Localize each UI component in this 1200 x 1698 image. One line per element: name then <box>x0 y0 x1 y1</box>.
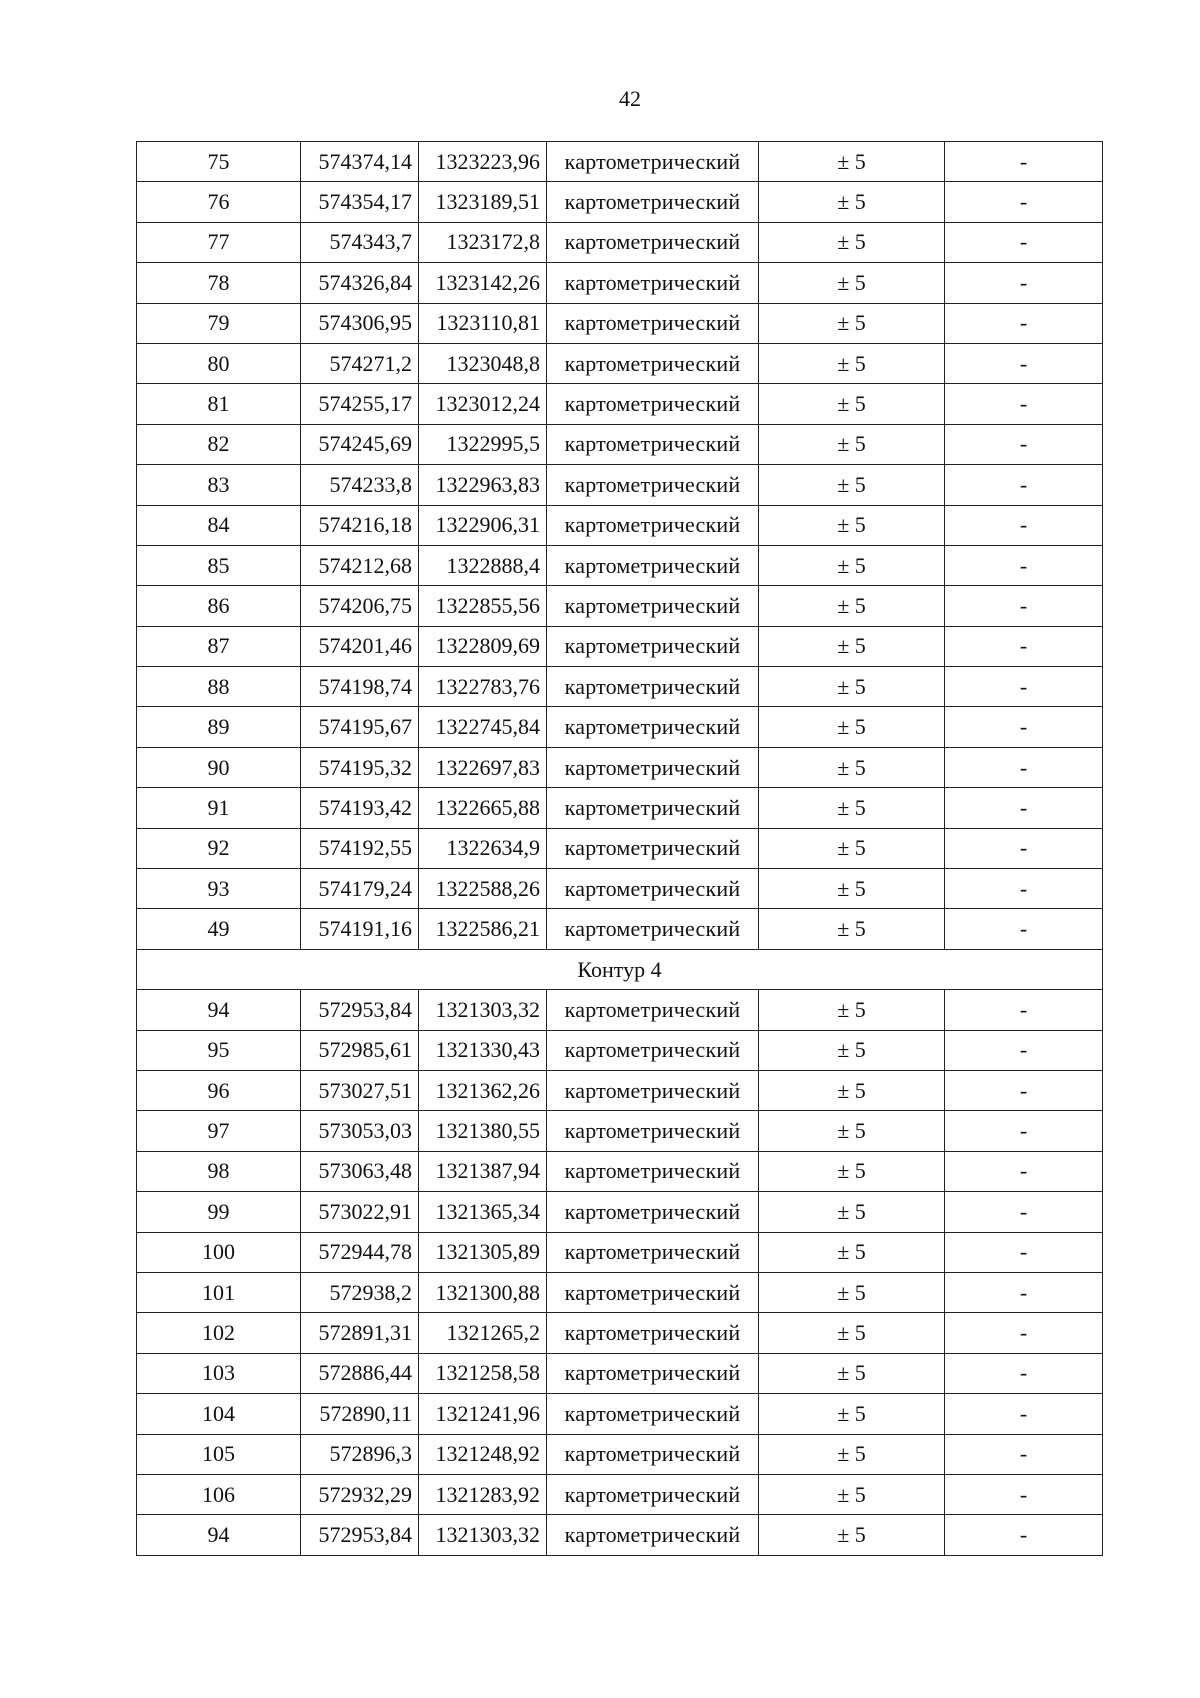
table-row <box>137 1272 1103 1312</box>
method-cell: картометрический <box>547 384 759 424</box>
x-coordinate-cell: 574216,18 <box>301 505 419 545</box>
table-row <box>137 545 1103 585</box>
method-cell: картометрический <box>547 303 759 343</box>
note-cell: - <box>945 1111 1103 1151</box>
x-coordinate-cell: 574255,17 <box>301 384 419 424</box>
coordinates-table <box>136 141 1103 1556</box>
table-row <box>137 788 1103 828</box>
table-row <box>137 667 1103 707</box>
y-coordinate-cell: 1321265,2 <box>419 1313 547 1353</box>
x-coordinate-cell: 574306,95 <box>301 303 419 343</box>
accuracy-cell: ± 5 <box>759 343 945 383</box>
method-cell: картометрический <box>547 424 759 464</box>
y-coordinate-cell: 1321305,89 <box>419 1232 547 1272</box>
table-row <box>137 1070 1103 1110</box>
x-coordinate-cell: 574198,74 <box>301 667 419 707</box>
note-cell: - <box>945 1474 1103 1514</box>
note-cell: - <box>945 424 1103 464</box>
accuracy-cell: ± 5 <box>759 828 945 868</box>
method-cell: картометрический <box>547 222 759 262</box>
y-coordinate-cell: 1321283,92 <box>419 1474 547 1514</box>
x-coordinate-cell: 572944,78 <box>301 1232 419 1272</box>
table-row <box>137 909 1103 949</box>
method-cell: картометрический <box>547 1111 759 1151</box>
accuracy-cell: ± 5 <box>759 1232 945 1272</box>
note-cell: - <box>945 1192 1103 1232</box>
accuracy-cell: ± 5 <box>759 465 945 505</box>
table-row <box>137 707 1103 747</box>
note-cell: - <box>945 1515 1103 1555</box>
accuracy-cell: ± 5 <box>759 869 945 909</box>
table-row <box>137 1313 1103 1353</box>
accuracy-cell: ± 5 <box>759 545 945 585</box>
table-row <box>137 182 1103 222</box>
y-coordinate-cell: 1321258,58 <box>419 1353 547 1393</box>
table-row <box>137 747 1103 787</box>
y-coordinate-cell: 1322783,76 <box>419 667 547 707</box>
note-cell: - <box>945 1070 1103 1110</box>
note-cell: - <box>945 263 1103 303</box>
accuracy-cell: ± 5 <box>759 1192 945 1232</box>
y-coordinate-cell: 1321330,43 <box>419 1030 547 1070</box>
table-row <box>137 505 1103 545</box>
accuracy-cell: ± 5 <box>759 788 945 828</box>
point-number-cell: 81 <box>137 384 301 424</box>
note-cell: - <box>945 1030 1103 1070</box>
point-number-cell: 80 <box>137 343 301 383</box>
y-coordinate-cell: 1322634,9 <box>419 828 547 868</box>
x-coordinate-cell: 574233,8 <box>301 465 419 505</box>
accuracy-cell: ± 5 <box>759 222 945 262</box>
note-cell: - <box>945 707 1103 747</box>
accuracy-cell: ± 5 <box>759 303 945 343</box>
note-cell: - <box>945 142 1103 182</box>
x-coordinate-cell: 574343,7 <box>301 222 419 262</box>
method-cell: картометрический <box>547 1232 759 1272</box>
x-coordinate-cell: 572896,3 <box>301 1434 419 1474</box>
y-coordinate-cell: 1321300,88 <box>419 1272 547 1312</box>
method-cell: картометрический <box>547 1272 759 1312</box>
y-coordinate-cell: 1322995,5 <box>419 424 547 464</box>
coordinates-table-body <box>137 142 1103 1556</box>
accuracy-cell: ± 5 <box>759 384 945 424</box>
x-coordinate-cell: 574192,55 <box>301 828 419 868</box>
y-coordinate-cell: 1322855,56 <box>419 586 547 626</box>
method-cell: картометрический <box>547 828 759 868</box>
accuracy-cell: ± 5 <box>759 1030 945 1070</box>
y-coordinate-cell: 1323110,81 <box>419 303 547 343</box>
point-number-cell: 94 <box>137 1515 301 1555</box>
note-cell: - <box>945 343 1103 383</box>
note-cell: - <box>945 465 1103 505</box>
table-row <box>137 142 1103 182</box>
x-coordinate-cell: 574195,32 <box>301 747 419 787</box>
method-cell: картометрический <box>547 1192 759 1232</box>
table-row <box>137 1151 1103 1191</box>
section-header-row <box>137 949 1103 989</box>
method-cell: картометрический <box>547 182 759 222</box>
method-cell: картометрический <box>547 465 759 505</box>
point-number-cell: 91 <box>137 788 301 828</box>
accuracy-cell: ± 5 <box>759 707 945 747</box>
accuracy-cell: ± 5 <box>759 505 945 545</box>
point-number-cell: 100 <box>137 1232 301 1272</box>
method-cell: картометрический <box>547 1151 759 1191</box>
table-row <box>137 303 1103 343</box>
table-row <box>137 1111 1103 1151</box>
y-coordinate-cell: 1323142,26 <box>419 263 547 303</box>
method-cell: картометрический <box>547 909 759 949</box>
accuracy-cell: ± 5 <box>759 747 945 787</box>
accuracy-cell: ± 5 <box>759 626 945 666</box>
table-row <box>137 990 1103 1030</box>
x-coordinate-cell: 574191,16 <box>301 909 419 949</box>
x-coordinate-cell: 574179,24 <box>301 869 419 909</box>
y-coordinate-cell: 1321303,32 <box>419 1515 547 1555</box>
y-coordinate-cell: 1322745,84 <box>419 707 547 747</box>
point-number-cell: 77 <box>137 222 301 262</box>
accuracy-cell: ± 5 <box>759 424 945 464</box>
point-number-cell: 101 <box>137 1272 301 1312</box>
y-coordinate-cell: 1322588,26 <box>419 869 547 909</box>
note-cell: - <box>945 909 1103 949</box>
accuracy-cell: ± 5 <box>759 182 945 222</box>
x-coordinate-cell: 572891,31 <box>301 1313 419 1353</box>
note-cell: - <box>945 667 1103 707</box>
table-row <box>137 1192 1103 1232</box>
page-number: 42 <box>619 86 641 111</box>
note-cell: - <box>945 1313 1103 1353</box>
x-coordinate-cell: 573063,48 <box>301 1151 419 1191</box>
x-coordinate-cell: 574193,42 <box>301 788 419 828</box>
point-number-cell: 90 <box>137 747 301 787</box>
point-number-cell: 104 <box>137 1394 301 1434</box>
note-cell: - <box>945 788 1103 828</box>
accuracy-cell: ± 5 <box>759 909 945 949</box>
point-number-cell: 95 <box>137 1030 301 1070</box>
point-number-cell: 87 <box>137 626 301 666</box>
point-number-cell: 82 <box>137 424 301 464</box>
method-cell: картометрический <box>547 1313 759 1353</box>
y-coordinate-cell: 1321241,96 <box>419 1394 547 1434</box>
accuracy-cell: ± 5 <box>759 1394 945 1434</box>
table-row <box>137 586 1103 626</box>
y-coordinate-cell: 1323172,8 <box>419 222 547 262</box>
method-cell: картометрический <box>547 788 759 828</box>
point-number-cell: 105 <box>137 1434 301 1474</box>
x-coordinate-cell: 572932,29 <box>301 1474 419 1514</box>
note-cell: - <box>945 990 1103 1030</box>
accuracy-cell: ± 5 <box>759 1151 945 1191</box>
note-cell: - <box>945 586 1103 626</box>
x-coordinate-cell: 573022,91 <box>301 1192 419 1232</box>
note-cell: - <box>945 384 1103 424</box>
note-cell: - <box>945 626 1103 666</box>
accuracy-cell: ± 5 <box>759 586 945 626</box>
y-coordinate-cell: 1322963,83 <box>419 465 547 505</box>
accuracy-cell: ± 5 <box>759 1070 945 1110</box>
accuracy-cell: ± 5 <box>759 1434 945 1474</box>
method-cell: картометрический <box>547 586 759 626</box>
point-number-cell: 83 <box>137 465 301 505</box>
y-coordinate-cell: 1322809,69 <box>419 626 547 666</box>
point-number-cell: 85 <box>137 545 301 585</box>
point-number-cell: 92 <box>137 828 301 868</box>
note-cell: - <box>945 1434 1103 1474</box>
table-row <box>137 626 1103 666</box>
y-coordinate-cell: 1322665,88 <box>419 788 547 828</box>
point-number-cell: 76 <box>137 182 301 222</box>
y-coordinate-cell: 1323189,51 <box>419 182 547 222</box>
method-cell: картометрический <box>547 1434 759 1474</box>
x-coordinate-cell: 574271,2 <box>301 343 419 383</box>
note-cell: - <box>945 505 1103 545</box>
method-cell: картометрический <box>547 545 759 585</box>
note-cell: - <box>945 545 1103 585</box>
method-cell: картометрический <box>547 1515 759 1555</box>
table-row <box>137 465 1103 505</box>
note-cell: - <box>945 222 1103 262</box>
point-number-cell: 84 <box>137 505 301 545</box>
y-coordinate-cell: 1321387,94 <box>419 1151 547 1191</box>
note-cell: - <box>945 182 1103 222</box>
method-cell: картометрический <box>547 667 759 707</box>
method-cell: картометрический <box>547 1394 759 1434</box>
method-cell: картометрический <box>547 747 759 787</box>
note-cell: - <box>945 747 1103 787</box>
table-row <box>137 384 1103 424</box>
y-coordinate-cell: 1323048,8 <box>419 343 547 383</box>
point-number-cell: 97 <box>137 1111 301 1151</box>
x-coordinate-cell: 572890,11 <box>301 1394 419 1434</box>
x-coordinate-cell: 573053,03 <box>301 1111 419 1151</box>
method-cell: картометрический <box>547 142 759 182</box>
point-number-cell: 79 <box>137 303 301 343</box>
point-number-cell: 88 <box>137 667 301 707</box>
table-row <box>137 1394 1103 1434</box>
table-row <box>137 343 1103 383</box>
y-coordinate-cell: 1323012,24 <box>419 384 547 424</box>
y-coordinate-cell: 1321362,26 <box>419 1070 547 1110</box>
point-number-cell: 75 <box>137 142 301 182</box>
x-coordinate-cell: 574374,14 <box>301 142 419 182</box>
point-number-cell: 78 <box>137 263 301 303</box>
x-coordinate-cell: 572985,61 <box>301 1030 419 1070</box>
y-coordinate-cell: 1321365,34 <box>419 1192 547 1232</box>
note-cell: - <box>945 1232 1103 1272</box>
point-number-cell: 99 <box>137 1192 301 1232</box>
y-coordinate-cell: 1321248,92 <box>419 1434 547 1474</box>
table-row <box>137 1515 1103 1555</box>
x-coordinate-cell: 574195,67 <box>301 707 419 747</box>
table-row <box>137 1232 1103 1272</box>
accuracy-cell: ± 5 <box>759 1111 945 1151</box>
accuracy-cell: ± 5 <box>759 1353 945 1393</box>
method-cell: картометрический <box>547 707 759 747</box>
table-row <box>137 424 1103 464</box>
method-cell: картометрический <box>547 263 759 303</box>
point-number-cell: 106 <box>137 1474 301 1514</box>
x-coordinate-cell: 573027,51 <box>301 1070 419 1110</box>
method-cell: картометрический <box>547 990 759 1030</box>
note-cell: - <box>945 1272 1103 1312</box>
accuracy-cell: ± 5 <box>759 667 945 707</box>
x-coordinate-cell: 574245,69 <box>301 424 419 464</box>
table-row <box>137 1434 1103 1474</box>
point-number-cell: 89 <box>137 707 301 747</box>
y-coordinate-cell: 1321303,32 <box>419 990 547 1030</box>
note-cell: - <box>945 828 1103 868</box>
x-coordinate-cell: 572886,44 <box>301 1353 419 1393</box>
y-coordinate-cell: 1322586,21 <box>419 909 547 949</box>
point-number-cell: 86 <box>137 586 301 626</box>
y-coordinate-cell: 1322888,4 <box>419 545 547 585</box>
point-number-cell: 96 <box>137 1070 301 1110</box>
y-coordinate-cell: 1322697,83 <box>419 747 547 787</box>
note-cell: - <box>945 303 1103 343</box>
note-cell: - <box>945 1394 1103 1434</box>
accuracy-cell: ± 5 <box>759 1272 945 1312</box>
x-coordinate-cell: 574206,75 <box>301 586 419 626</box>
x-coordinate-cell: 574201,46 <box>301 626 419 666</box>
table-row <box>137 263 1103 303</box>
section-label: Контур 4 <box>137 949 1103 989</box>
accuracy-cell: ± 5 <box>759 1313 945 1353</box>
method-cell: картометрический <box>547 1030 759 1070</box>
accuracy-cell: ± 5 <box>759 990 945 1030</box>
method-cell: картометрический <box>547 869 759 909</box>
x-coordinate-cell: 574354,17 <box>301 182 419 222</box>
x-coordinate-cell: 574326,84 <box>301 263 419 303</box>
y-coordinate-cell: 1321380,55 <box>419 1111 547 1151</box>
method-cell: картометрический <box>547 1353 759 1393</box>
accuracy-cell: ± 5 <box>759 1515 945 1555</box>
accuracy-cell: ± 5 <box>759 263 945 303</box>
method-cell: картометрический <box>547 1070 759 1110</box>
note-cell: - <box>945 1353 1103 1393</box>
point-number-cell: 93 <box>137 869 301 909</box>
table-row <box>137 828 1103 868</box>
table-row <box>137 1353 1103 1393</box>
y-coordinate-cell: 1323223,96 <box>419 142 547 182</box>
accuracy-cell: ± 5 <box>759 1474 945 1514</box>
x-coordinate-cell: 574212,68 <box>301 545 419 585</box>
note-cell: - <box>945 869 1103 909</box>
point-number-cell: 94 <box>137 990 301 1030</box>
x-coordinate-cell: 572953,84 <box>301 1515 419 1555</box>
method-cell: картометрический <box>547 1474 759 1514</box>
point-number-cell: 49 <box>137 909 301 949</box>
method-cell: картометрический <box>547 343 759 383</box>
table-row <box>137 1474 1103 1514</box>
point-number-cell: 103 <box>137 1353 301 1393</box>
note-cell: - <box>945 1151 1103 1191</box>
table-row <box>137 1030 1103 1070</box>
table-row <box>137 222 1103 262</box>
table-row <box>137 869 1103 909</box>
y-coordinate-cell: 1322906,31 <box>419 505 547 545</box>
point-number-cell: 102 <box>137 1313 301 1353</box>
x-coordinate-cell: 572953,84 <box>301 990 419 1030</box>
point-number-cell: 98 <box>137 1151 301 1191</box>
method-cell: картометрический <box>547 626 759 666</box>
method-cell: картометрический <box>547 505 759 545</box>
x-coordinate-cell: 572938,2 <box>301 1272 419 1312</box>
accuracy-cell: ± 5 <box>759 142 945 182</box>
